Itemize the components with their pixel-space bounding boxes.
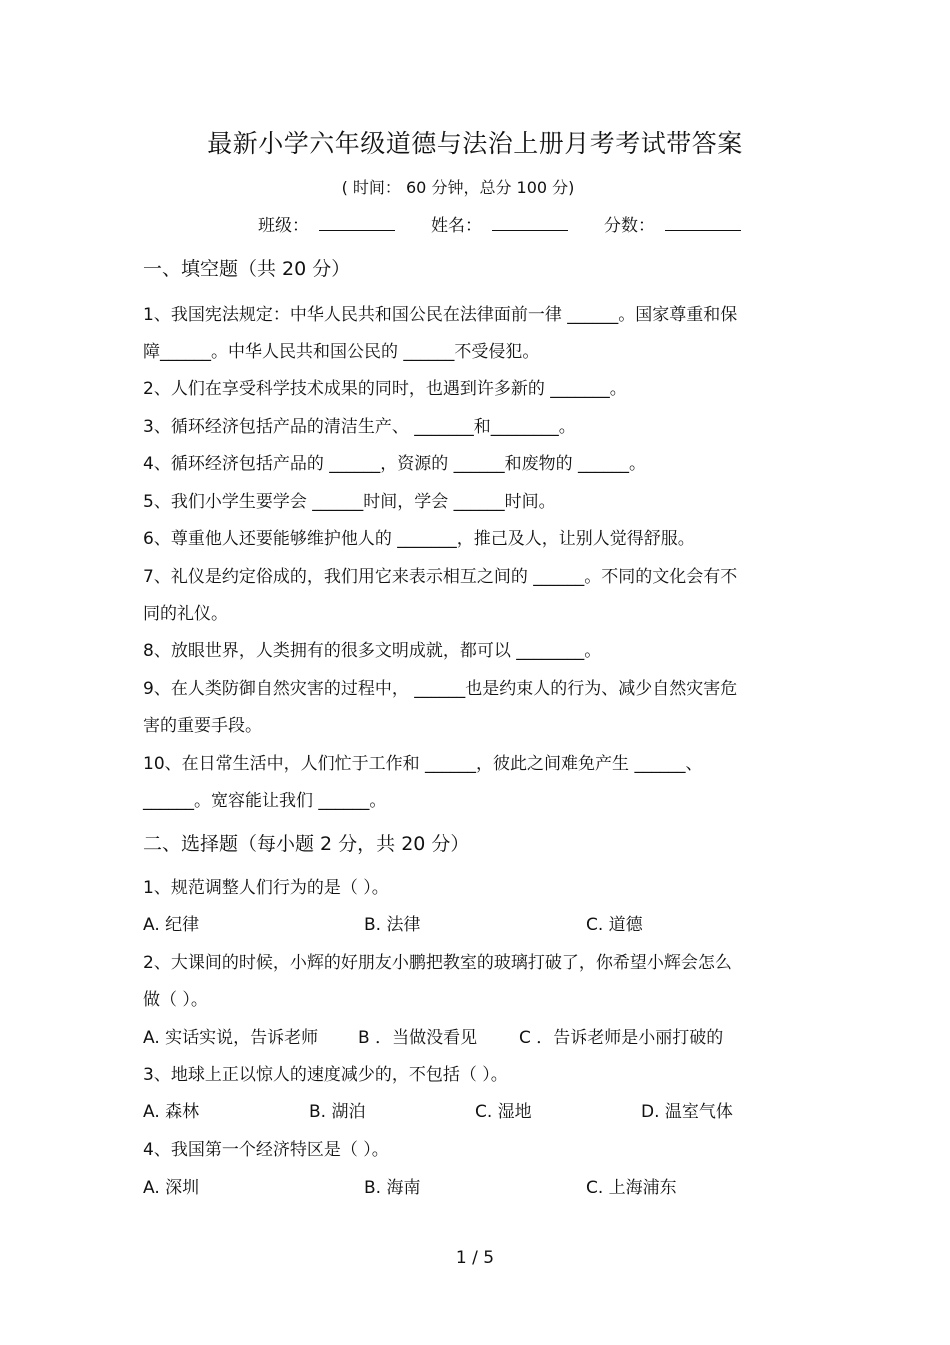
q3-option-d: D. 温室气体 <box>641 1102 733 1122</box>
name-label: 姓名： <box>431 216 482 236</box>
question-4: 4、我国第一个经济特区是（ ）。 <box>143 1140 389 1160</box>
q2-option-c: C ．告诉老师是小丽打破的 <box>519 1028 724 1048</box>
q4-option-a: A. 深圳 <box>143 1178 200 1198</box>
question-line: 1、我国宪法规定：中华人民共和国公民在法律面前一律 ______。国家尊重和保 <box>143 305 738 325</box>
class-blank <box>319 212 395 231</box>
question-1: 1、规范调整人们行为的是（ ）。 <box>143 878 389 898</box>
q1-option-a: A. 纪律 <box>143 915 200 935</box>
section-heading-fill-in: 一、填空题（共 20 分） <box>143 258 351 280</box>
question-line: 8、放眼世界，人类拥有的很多文明成就，都可以 ________。 <box>143 641 602 661</box>
q4-option-b: B. 海南 <box>364 1178 421 1198</box>
question-2: 2、大课间的时候，小辉的好朋友小鹏把教室的玻璃打破了，你希望小辉会怎么 <box>143 953 732 973</box>
question-line: 3、循环经济包括产品的清洁生产、 _______和________。 <box>143 417 576 437</box>
question-line: 障______。中华人民共和国公民的 ______不受侵犯。 <box>143 342 540 362</box>
q3-option-b: B. 湖泊 <box>309 1102 366 1122</box>
question-line: 6、尊重他人还要能够维护他人的 _______，推己及人，让别人觉得舒服。 <box>143 529 695 549</box>
question-line: ______。宽容能让我们 ______。 <box>143 791 387 811</box>
q1-option-b: B. 法律 <box>364 915 421 935</box>
question-line: 7、礼仪是约定俗成的，我们用它来表示相互之间的 ______。不同的文化会有不 <box>143 567 738 587</box>
name-field <box>431 211 568 236</box>
page-number: 1 / 5 <box>455 1248 495 1268</box>
question-line: 4、循环经济包括产品的 ______，资源的 ______和废物的 ______。 <box>143 454 647 474</box>
question-line: 5、我们小学生要学会 ______时间，学会 ______时间。 <box>143 492 556 512</box>
class-label: 班级： <box>258 216 309 236</box>
q1-option-c: C. 道德 <box>586 915 643 935</box>
exam-time-score: ( 时间： 60 分钟，总分 100 分) <box>341 178 575 197</box>
q2-option-b: B ．当做没看见 <box>358 1028 478 1048</box>
section-heading-choice: 二、选择题（每小题 2 分，共 20 分） <box>143 833 470 855</box>
q3-option-a: A. 森林 <box>143 1102 200 1122</box>
q4-option-c: C. 上海浦东 <box>586 1178 677 1198</box>
score-blank <box>665 212 741 231</box>
q2-option-a: A. 实话实说，告诉老师 <box>143 1028 319 1048</box>
score-label: 分数： <box>604 216 655 236</box>
question-line: 10、在日常生活中，人们忙于工作和 ______，彼此之间难免产生 ______、 <box>143 754 703 774</box>
name-blank <box>492 212 568 231</box>
question-2-continued: 做（ ）。 <box>143 990 208 1010</box>
score-field <box>604 211 741 236</box>
question-line: 9、在人类防御自然灾害的过程中， ______也是约束人的行为、减少自然灾害危 <box>143 679 738 699</box>
question-line: 2、人们在享受科学技术成果的同时，也遇到许多新的 _______。 <box>143 379 627 399</box>
question-line: 害的重要手段。 <box>143 716 262 736</box>
question-3: 3、地球上正以惊人的速度减少的，不包括（ ）。 <box>143 1065 508 1085</box>
q3-option-c: C. 湿地 <box>475 1102 532 1122</box>
class-field <box>258 211 395 236</box>
question-line: 同的礼仪。 <box>143 604 228 624</box>
document-title: 最新小学六年级道德与法治上册月考考试带答案 <box>207 129 743 158</box>
